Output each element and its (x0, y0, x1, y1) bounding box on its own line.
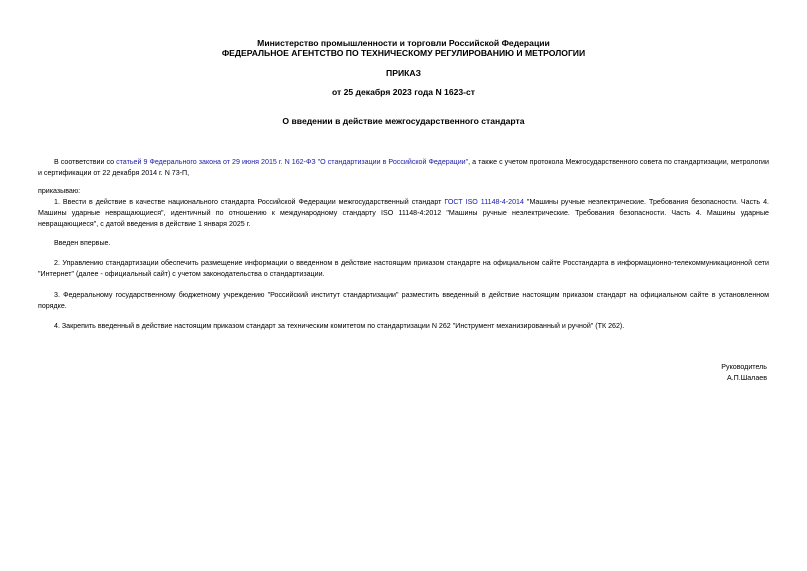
item-1-text-after: "Машины ручные неэлектрические. Требования безопасности. Часть 4. Машины ударные невращающиеся", идентичный по отношению к международному стандарту ISO 11148-4:2012 "Машины ручные неэлектрические. Требования безопасности. Часть 4. Машины ударные невращающиеся", с датой введения в действие 1 января 2025 г. (38, 198, 770, 228)
preamble-paragraph (38, 157, 769, 179)
item-1-paragraph (38, 197, 769, 230)
document-type: ПРИКАЗ (386, 68, 421, 78)
document-title: О введении в действие межгосударственного стандарта (282, 116, 525, 126)
item-1-text-before: 1. Ввести в действие в качестве национального стандарта Российской Федерации межгосударственный стандарт (54, 198, 445, 206)
agency-name: ФЕДЕРАЛЬНОЕ АГЕНТСТВО ПО ТЕХНИЧЕСКОМУ РЕГУЛИРОВАНИЮ И МЕТРОЛОГИИ (221, 48, 586, 58)
signature-position: Руководитель (721, 363, 767, 371)
preamble-text-before: В соответствии со (54, 158, 117, 166)
introduced-first-note: Введен впервые. (54, 239, 111, 247)
gost-link[interactable]: ГОСТ ISO 11148-4-2014 (444, 198, 524, 206)
item-4-paragraph: 4. Закрепить введенный в действие настоящим приказом стандарт за техническим комитетом по стандартизации N 262 "Инструмент механизированный и ручной" (ТК 262). (54, 322, 625, 330)
law-link[interactable]: статьей 9 Федерального закона от 29 июня 2015 г. N 162-ФЗ "О стандартизации в Российской Федерации" (116, 158, 469, 166)
order-word: приказываю: (38, 187, 81, 195)
preamble-text-after: , а также с учетом протокола Межгосударственного совета по стандартизации, метрологии и сертификации от 22 декабря 2014 г. N 73-П, (38, 158, 769, 177)
document-date-number: от 25 декабря 2023 года N 1623-ст (331, 87, 476, 97)
item-2-paragraph: 2. Управлению стандартизации обеспечить размещение информации о введенном в действие настоящим приказом стандарте на официальном сайте Росстандарта в информационно-телекоммуникационной сети "Интернет" (далее - официальный сайт) с учетом законодательства о стандартизации. (38, 259, 769, 278)
item-3-paragraph: 3. Федеральному государственному бюджетному учреждению "Российский институт стандартизации" разместить введенный в действие настоящим приказом стандарт на официальном сайте в установленном порядке. (38, 291, 769, 310)
signature-name: А.П.Шалаев (726, 374, 767, 382)
ministry-name: Министерство промышленности и торговли Российской Федерации (257, 38, 550, 48)
